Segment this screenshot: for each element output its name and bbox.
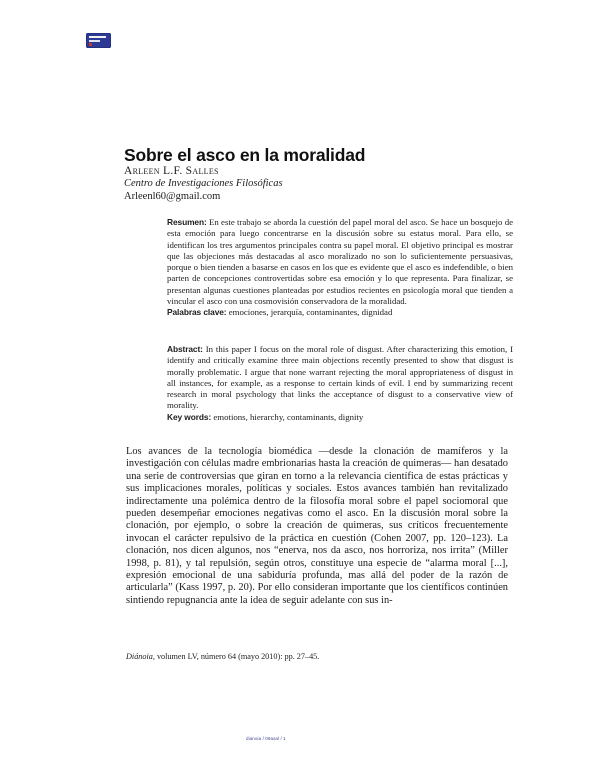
publisher-stamp-icon [86,33,111,48]
author-affiliation: Centro de Investigaciones Filosóficas [124,177,283,189]
stamp-text-line [89,40,100,42]
journal-name: Diánoia, [126,652,155,661]
printer-mark: dianoia / 09asal / 1 [246,736,286,741]
palabras-clave-line [167,307,513,318]
palabras-clave-text: emociones, jerarquía, contaminantes, dignidad [226,307,393,318]
author-name: Arleen L.F. Salles [124,165,219,177]
key-words-line [167,412,513,423]
resumen-label: Resumen: [167,217,207,227]
palabras-clave-label: Palabras clave: [167,307,227,318]
abstract-section [167,344,513,423]
article-title: Sobre el asco en la moralidad [124,144,366,165]
stamp-text-line [89,36,106,38]
key-words-text: emotions, hierarchy, contaminants, dignity [211,411,364,422]
resumen-section [167,217,513,319]
stamp-accent-mark [89,43,92,46]
abstract-paragraph [167,344,513,412]
author-email: Arleenl60@gmail.com [124,190,221,202]
author-block [124,165,444,203]
abstract-label: Abstract: [167,344,203,354]
key-words-label: Key words: [167,411,212,422]
body-paragraph: Los avances de la tecnología biomédica —desde la clonación de mamíferos y la investigación con células madre embrionarias hasta la creación de quimeras— han desatado una serie de controversias que giran en torno a la relevancia científica de estas prácticas y sus implicaciones morales, políticas y sociales. Estos avances también han revitalizado indirectamente una polémica dentro de la filosofía moral sobre el papel sociomoral que pueden desempeñar emociones negativas como el asco. En la discusión moral sobre la clonación, por ejemplo, o sobre la creación de quimeras, sus críticos frecuentemente invocan el carácter repulsivo de la práctica en cuestión (Cohen 2007, pp. 120–123). La clonación, nos dicen algunos, nos “enerva, nos da asco, nos horroriza, nos irrita” (Miller 1998, p. 81), y tal repulsión, según otros, constituye una especie de “alarma moral [...], expresión emocional de una sabiduría profunda, mas allá del poder de la razón de articularla” (Kass 1997, p. 20). Por ello consideran importante que los científicos continúen sintiendo repugnancia ante la idea de seguir adelante con sus in- [126,446,508,606]
citation-details: volumen LV, número 64 (mayo 2010): pp. 27–45. [154,652,320,661]
abstract-text: In this paper I focus on the moral role of disgust. After characterizing this emotion, I identify and critically examine three main objections recently presented to show that disgust is morally problematic. I argue that none warrant rejecting the moral appropriateness of disgust in all instances, for example, as a response to certain kinds of evil. I end by summarizing recent research in moral psychology that links the acceptance of disgust to a conservative view of morality. [167,344,513,411]
body-text [126,446,508,607]
citation-footer [126,652,526,661]
resumen-text: En este trabajo se aborda la cuestión del papel moral del asco. Se hace un bosquejo de esta emoción para luego concentrarse en la discusión sobre su estatus moral. Para ello, se identifican los tres argumentos principales contra su papel moral. El objetivo principal es mostrar que las objeciones más destacadas al asco moralizado no son lo suficientemente persuasivas, porque o bien tienden a basarse en casos en los que es evidente que el asco es indefendible, o bien parten de concepciones controvertidas sobre esa emoción y lo que representa. Para finalizar, se presentan algunas cuestiones planteadas por estudios recientes en psicología moral que tienden a vincular el asco con una cosmovisión conservadora de la moralidad. [167,217,513,307]
resumen-paragraph [167,217,513,307]
